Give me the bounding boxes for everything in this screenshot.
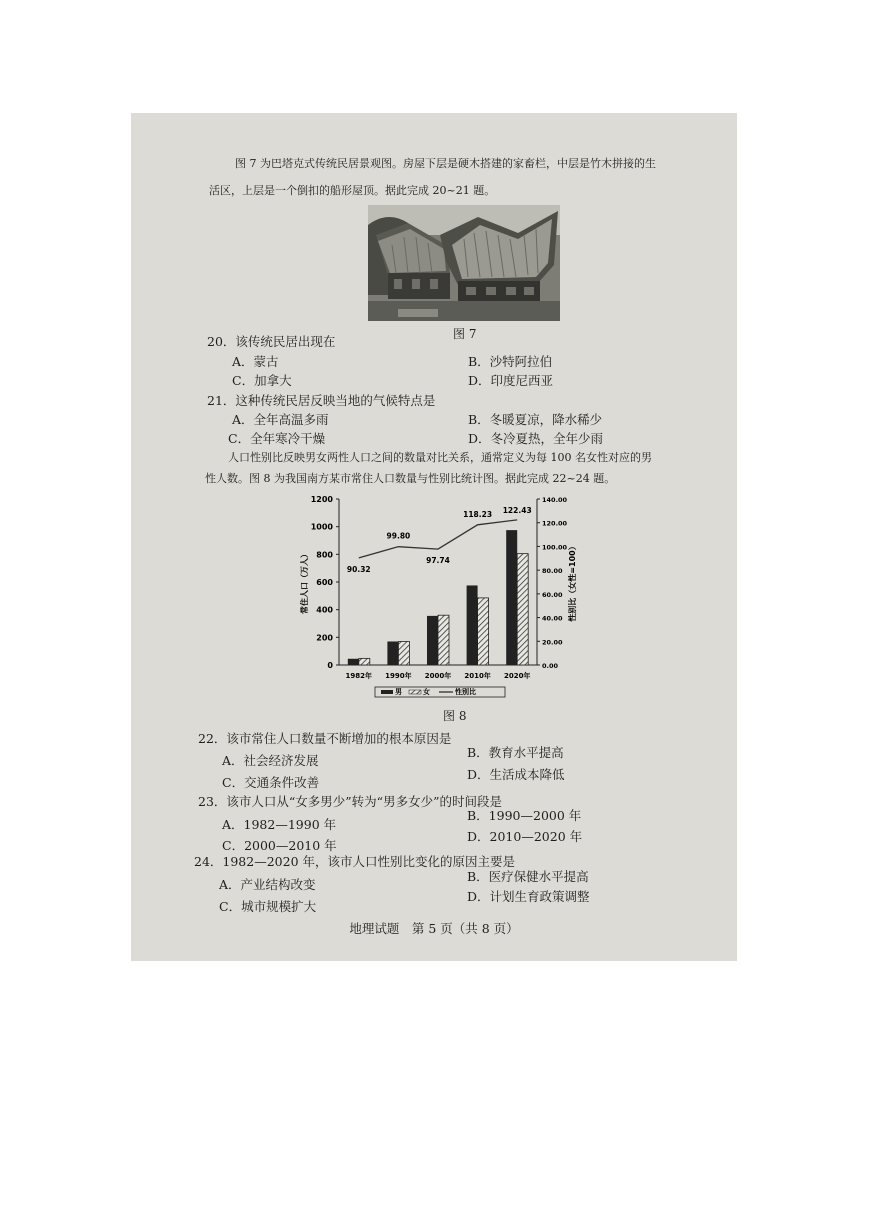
y2-tick-label: 40.00: [542, 614, 563, 623]
bar-female-1982年: [359, 658, 370, 665]
sex-ratio-data-label: 90.32: [346, 564, 371, 574]
y-tick-label: 1200: [310, 495, 333, 504]
q20-stem: 20．该传统民居出现在: [207, 334, 336, 349]
q24-option-b[interactable]: B．医疗保健水平提高: [467, 869, 589, 884]
legend-female-swatch: [409, 690, 421, 694]
q21-option-d[interactable]: D．冬冷夏热，全年少雨: [468, 431, 604, 446]
y-tick-label: 200: [316, 633, 333, 643]
y2-tick-label: 80.00: [542, 567, 563, 576]
bar-male-1990年: [387, 641, 398, 665]
q21-option-c[interactable]: C．全年寒冷干燥: [228, 431, 326, 446]
q22-option-c[interactable]: C．交通条件改善: [222, 775, 320, 790]
y2-tick-label: 20.00: [542, 638, 563, 647]
intro2-line-2: 性人数。图 8 为我国南方某市常住人口数量与性别比统计图。据此完成 22~24 题。: [205, 472, 616, 485]
bar-female-2010年: [478, 598, 489, 665]
y2-tick-label: 0.00: [542, 662, 559, 670]
legend-male-label: 男: [395, 688, 402, 696]
q23-option-a[interactable]: A．1982—1990 年: [222, 817, 337, 832]
q24-option-d[interactable]: D．计划生育政策调整: [467, 889, 590, 904]
page-footer: 地理试题 第 5 页（共 8 页）: [349, 921, 519, 936]
q24-stem: 24．1982—2020 年，该市人口性别比变化的原因主要是: [194, 854, 516, 869]
q23-option-b[interactable]: B．1990—2000 年: [467, 808, 582, 823]
q22-stem: 22．该市常住人口数量不断增加的根本原因是: [198, 731, 452, 746]
y-tick-label: 0: [327, 661, 333, 670]
q24-option-a[interactable]: A．产业结构改变: [219, 877, 316, 892]
y2-axis-label: 性别比（女性=100）: [568, 542, 577, 622]
q21-option-a[interactable]: A．全年高温多雨: [232, 412, 329, 427]
intro-line-2: 活区，上层是一个倒扣的船形屋顶。据此完成 20~21 题。: [209, 184, 496, 197]
sex-ratio-data-label: 122.43: [502, 505, 532, 515]
q20-option-c[interactable]: C．加拿大: [232, 373, 292, 388]
sex-ratio-line: [359, 520, 517, 558]
x-tick-label: 2020年: [503, 672, 531, 680]
y-tick-label: 1000: [310, 522, 333, 532]
sex-ratio-data-label: 118.23: [463, 509, 493, 519]
bar-male-2010年: [467, 585, 478, 665]
legend-ratio-label: 性别比: [455, 688, 476, 696]
q21-stem: 21．这种传统民居反映当地的气候特点是: [207, 393, 436, 408]
q21-option-b[interactable]: B．冬暖夏凉，降水稀少: [468, 412, 603, 427]
x-tick-label: 2010年: [464, 672, 491, 680]
figure-8-caption: 图 8: [443, 709, 467, 723]
q23-option-d[interactable]: D．2010—2020 年: [467, 829, 583, 844]
q22-option-b[interactable]: B．教育水平提高: [467, 745, 564, 760]
q20-option-d[interactable]: D．印度尼西亚: [468, 373, 554, 388]
legend-male-swatch: [381, 690, 393, 694]
intro-line-1: 图 7 为巴塔克式传统民居景观图。房屋下层是硬木搭建的家畜栏，中层是竹木拼接的生: [235, 157, 656, 170]
y2-tick-label: 140.00: [542, 496, 568, 504]
y-tick-label: 800: [316, 550, 333, 560]
q22-option-d[interactable]: D．生活成本降低: [467, 767, 565, 782]
q22-option-a[interactable]: A．社会经济发展: [222, 753, 319, 768]
figure-7-caption: 图 7: [453, 327, 477, 341]
q23-stem: 23．该市人口从“女多男少”转为“男多女少”的时间段是: [198, 794, 502, 809]
q20-option-a[interactable]: A．蒙古: [232, 354, 279, 369]
bar-female-1990年: [398, 641, 409, 665]
exam-page: [131, 113, 737, 961]
legend-female-label: 女: [423, 688, 430, 696]
sex-ratio-data-label: 99.80: [386, 531, 411, 541]
bar-female-2000年: [438, 615, 449, 665]
y2-tick-label: 120.00: [542, 519, 568, 528]
q24-option-c[interactable]: C．城市规模扩大: [219, 899, 317, 914]
q20-option-b[interactable]: B．沙特阿拉伯: [468, 354, 553, 369]
x-tick-label: 2000年: [424, 672, 452, 680]
bar-male-1982年: [348, 659, 359, 665]
x-tick-label: 1982年: [345, 672, 373, 680]
y2-tick-label: 60.00: [542, 590, 563, 599]
figure-8-chart: [291, 491, 581, 707]
intro2-line-1: 人口性别比反映男女两性人口之间的数量对比关系，通常定义为每 100 名女性对应的男: [228, 451, 652, 464]
x-tick-label: 1990年: [385, 672, 412, 680]
sex-ratio-data-label: 97.74: [426, 556, 450, 566]
y-tick-label: 400: [316, 605, 333, 615]
bar-male-2000年: [427, 616, 438, 665]
y-tick-label: 600: [316, 578, 333, 587]
bar-female-2020年: [517, 554, 528, 665]
figure-7-photo: [368, 205, 560, 321]
y-axis-label: 常住人口（万人）: [300, 550, 309, 614]
y2-tick-label: 100.00: [542, 543, 568, 552]
bar-male-2020年: [506, 530, 517, 665]
q23-option-c[interactable]: C．2000—2010 年: [222, 838, 337, 853]
